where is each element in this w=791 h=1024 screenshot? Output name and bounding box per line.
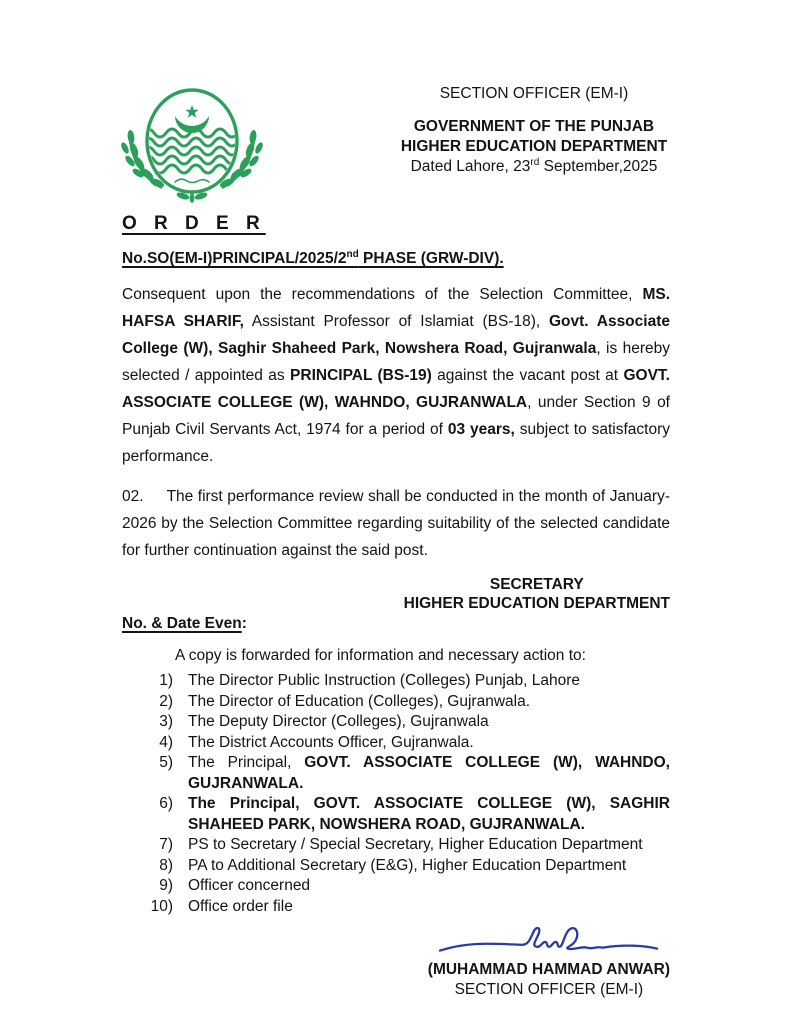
signature-block: [122, 919, 670, 1000]
list-item-number: 7): [159, 836, 173, 853]
text-segment: The Principal,: [188, 754, 305, 771]
signatory-block: [122, 576, 670, 613]
date-text: Dated Lahore, 23: [410, 158, 531, 175]
header-text-block: [398, 84, 670, 177]
text-segment: PS to Secretary / Special Secretary, Higher Education Department: [188, 836, 643, 853]
paragraph-number: 02.: [122, 488, 144, 505]
signatory-title: SECRETARY: [489, 576, 584, 593]
text-segment: PA to Additional Secretary (E&G), Higher Education Department: [188, 856, 627, 874]
list-item-text: [188, 856, 670, 877]
text-segment: GOVT. ASSOCIATE COLLEGE (W), WAHNDO, GUJRANWALA.: [188, 754, 670, 792]
list-item: [122, 733, 670, 754]
text-segment: Consequent upon the recommendations of the Selection Committee,: [122, 286, 643, 303]
text-segment: Officer concerned: [188, 877, 311, 894]
list-item: [122, 897, 670, 918]
text-segment: , under Section 9 of Punjab Civil Servants Act, 1974 for a period of: [122, 394, 670, 438]
order-paragraph-1: [122, 281, 670, 470]
text-segment: PRINCIPAL (BS-19): [290, 367, 432, 384]
list-item-number: 8): [159, 856, 173, 874]
list-item: [122, 876, 670, 897]
list-item-text: [188, 712, 670, 733]
text-segment: The Director of Education (Colleges), Gujranwala.: [188, 692, 531, 710]
order-paragraph-2: [122, 483, 670, 564]
header-office-line: SECTION OFFICER (EM-I): [439, 85, 629, 102]
list-item-number: 9): [159, 877, 173, 894]
text-segment: 03 years,: [447, 421, 515, 438]
paragraph-text: The first performance review shall be conducted in the month of January-2026 by the Selection Committee regarding suitability of the selected candidate for further continuation against the said post.: [122, 488, 670, 559]
list-item-number: 2): [159, 692, 173, 710]
text-segment: Govt. Associate College (W), Saghir Shaheed Park, Nowshera Road, Gujranwala: [122, 313, 670, 357]
header-government-line: GOVERNMENT OF THE PUNJAB: [413, 118, 655, 135]
list-item-text: [188, 897, 670, 918]
reference-prefix: No.SO(EM-I)PRINCIPAL/2025/2: [122, 250, 347, 267]
order-reference-number: [122, 250, 670, 268]
text-segment: subject to satisfactory performance.: [122, 421, 670, 465]
text-segment: The Deputy Director (Colleges), Gujranwala: [188, 713, 489, 730]
list-item-number: 6): [159, 795, 173, 812]
list-item: [122, 671, 670, 692]
signatory-name: (MUHAMMAD HAMMAD ANWAR): [427, 961, 670, 978]
list-item: [122, 753, 670, 794]
list-item-text: [188, 671, 670, 692]
list-item-text: [188, 794, 670, 835]
reference-suffix: PHASE (GRW-DIV).: [358, 250, 504, 267]
list-item-number: 4): [159, 733, 173, 751]
list-item: [122, 692, 670, 713]
no-date-even-text: No. & Date Even: [122, 615, 242, 632]
list-item-text: [188, 692, 670, 713]
list-item-number: 5): [159, 754, 173, 771]
text-segment: The District Accounts Officer, Gujranwala.: [188, 733, 474, 751]
reference-ordinal-superscript: nd: [346, 248, 359, 260]
text-segment: Assistant Professor of Islamiat (BS-18),: [243, 313, 549, 330]
distribution-list: [122, 671, 670, 917]
handwritten-signature-icon: [431, 919, 666, 963]
text-segment: The Principal, GOVT. ASSOCIATE COLLEGE (W), SAGHIR SHAHEED PARK, NOWSHERA ROAD, GUJRANWALA.: [188, 795, 670, 833]
text-segment: MS. HAFSA SHARIF,: [122, 286, 670, 330]
list-item: [122, 835, 670, 856]
date-ordinal-superscript: rd: [530, 156, 540, 168]
document-header: [122, 84, 670, 204]
list-item-text: [188, 733, 670, 754]
list-item-text: [188, 753, 670, 794]
list-item-number: 1): [159, 672, 173, 689]
header-date-line: [398, 157, 670, 177]
list-item: [122, 856, 670, 877]
text-segment: Office order file: [188, 897, 293, 915]
signatory-designation: SECTION OFFICER (EM-I): [454, 981, 644, 998]
no-date-even-colon: :: [241, 615, 247, 632]
text-segment: The Director Public Instruction (Colleges) Punjab, Lahore: [188, 672, 580, 689]
list-item: [122, 712, 670, 733]
no-date-even-label: [122, 614, 670, 634]
text-segment: against the vacant post at: [431, 367, 624, 384]
list-item-number: 3): [159, 713, 173, 730]
list-item-number: 10): [150, 897, 173, 915]
order-heading: O R D E R: [122, 213, 266, 234]
text-segment: GOVT. ASSOCIATE COLLEGE (W), WAHNDO, GUJRANWALA: [122, 367, 670, 411]
header-department-line: HIGHER EDUCATION DEPARTMENT: [400, 138, 668, 155]
list-item-text: [188, 835, 670, 856]
punjab-government-emblem-icon: [116, 84, 268, 204]
date-text-suffix: September,2025: [539, 158, 658, 175]
forwarding-line: A copy is forwarded for information and necessary action to:: [175, 647, 586, 664]
list-item: [122, 794, 670, 835]
text-segment: , is hereby selected / appointed as: [122, 340, 670, 384]
signatory-department: HIGHER EDUCATION DEPARTMENT: [403, 594, 670, 612]
list-item-text: [188, 876, 670, 897]
